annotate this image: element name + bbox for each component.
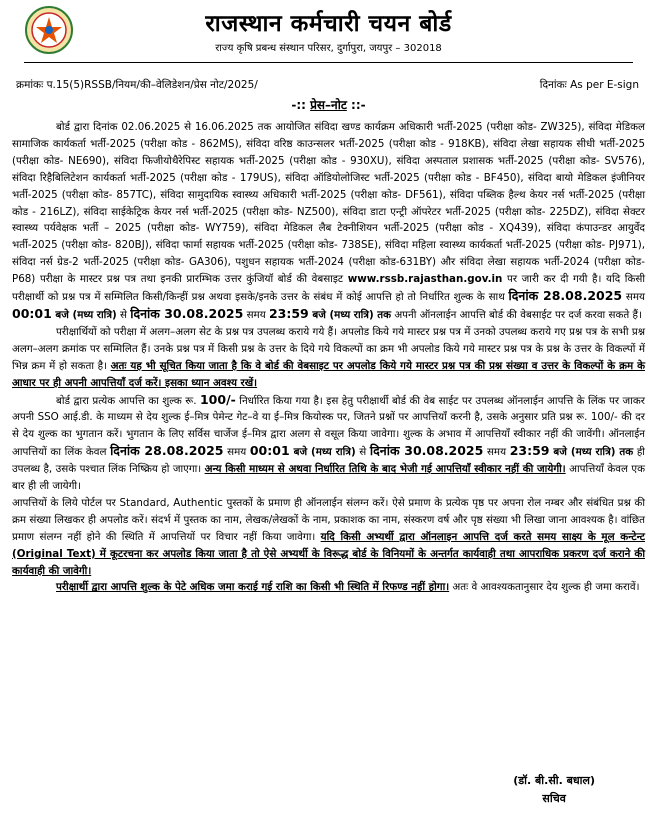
p3-text-2: निर्धारित किया गया है। इस हेतु परीक्षार्थी बोर्ड की वेब साईट पर उपलब्ध ऑनलाईन आपत्ति के लिंक पर जाकर अपनी SSO आई.डी. के माध्यम से देय शुल्क ई–मित्र पेमेन्ट गेट–वे या ई–मित्र कियोस्क पर, जितने प्रश्नों पर आपत्तियाँ करनी है, उसके अनुसार प्रति प्रश्न रू. 100/- की दर से देय शुल्क का भुगतान करें। भुगतान के लिए सर्विस चार्जेज ई–मित्र द्वारा अलग से वसूल किया जावेगा। शुल्क के अभाव में आपत्तियाँ स्वीकार नहीं की जावेंगी। ऑनलाईन आपत्तियों का लिंक केवल: [12, 394, 645, 459]
p1-end-date: दिनांक 30.08.2025: [130, 305, 244, 321]
objection-fee: 100/-: [199, 391, 236, 407]
p1-time-label: समय: [622, 291, 645, 304]
letterhead: [12, 0, 645, 64]
p3-end-date: दिनांक 30.08.2025: [369, 443, 484, 459]
signature-block: [513, 772, 595, 808]
paragraph-1: [12, 119, 645, 324]
p1-time-label-2: समय: [243, 308, 269, 321]
p4-text: आपत्तियों के लिये पोर्टल पर Standard, Authentic पुस्तकों के प्रमाण ही ऑनलाईन संलग्न करें। ऐसे प्रमाण के प्रत्येक पृष्ठ पर अपना रोल नम्बर और संबंधित प्रश्न की क्रम संख्या लिखकर ही अपलोड करें। संदर्भ में पुस्तक का नाम, लेखक/लेखकों के नाम, प्रकाशक का नाम, संस्करण वर्ष और पृष्ठ संख्या भी लिखा जाना आवश्यक है। वांछित प्रमाण संलग्न नहीं होने की स्थिति में आपत्तियों पर विचार नहीं किया जावेगा।: [12, 496, 645, 543]
p5-notice: परीक्षार्थी द्वारा आपत्ति शुल्क के पेटे अधिक जमा कराई गई राशि का किसी भी स्थिति में रिफण्ड नहीं होगा।: [56, 581, 450, 594]
website-link: www.rssb.rajasthan.gov.in: [347, 273, 503, 286]
p3-text-3: ही उपलब्ध है, उसके पश्चात लिंक निष्क्रिय हो जाएगा।: [12, 446, 645, 476]
board-address: राज्य कृषि प्रबन्ध संस्थान परिसर, दुर्गापुरा, जयपुर – 302018: [215, 43, 442, 54]
p3-notice: अन्य किसी माध्यम से अथवा निर्धारित तिथि के बाद भेजी गई आपत्तियाँ स्वीकार नहीं की जायेगी।: [204, 463, 566, 476]
p2-text: परीक्षार्थियों को परीक्षा में अलग–अलग सेट के प्रश्न पत्र उपलब्ध कराये गये हैं। अपलोड किये गये मास्टर प्रश्न पत्र में उनको उपलब्ध कराये गए प्रश्न पत्र के सभी प्रश्न अलग–अलग क्रमांक पर सम्मिलित हैं। उनके प्रश्न पत्र में किसी प्रश्न के उत्तर के दिये गये विकल्पों का क्रम भी अपलोड किये गये मास्टर प्रश्न पत्र के प्रश्न के उत्तर के विकल्पों में भिन्न क्रम में हो सकता है।: [12, 325, 645, 372]
p3-start-time: 00:01: [249, 443, 290, 459]
p1-text-3: अपनी ऑनलाईन आपत्ति बोर्ड की वेबसाईट पर दर्ज करवा सकते हैं।: [391, 308, 642, 321]
p5-text: अतः वे आवश्यकतानुसार देय शुल्क ही जमा करावें।: [449, 581, 640, 594]
heading-right-mark: ::-: [346, 98, 366, 112]
paragraph-4: [12, 495, 645, 580]
p3-from: से: [355, 446, 370, 459]
header-divider: [24, 62, 633, 63]
signatory-name: (डॉ. बी.सी. बधाल): [513, 774, 595, 787]
reference-row: [12, 64, 645, 92]
p1-start-time-note: बजे (मध्य रात्रि): [51, 308, 117, 321]
p2-notice: अतः यह भी सूचित किया जाता है कि वे बोर्ड की वेबसाइट पर अपलोड किये गये मास्टर प्रश्न पत्र की प्रश्न संख्या व उत्तर के विकल्पों के क्रम के आधार पर ही अपनी आपत्तियाँ दर्ज करें। इसका ध्यान अवश्य रखें।: [12, 359, 645, 389]
p1-start-time: 00:01: [12, 305, 52, 321]
p4-notice: यदि किसी अभ्यर्थी द्वारा ऑनलाइन आपत्ति दर्ज करते समय साक्ष्य के मूल कन्टेन्ट (Original Text) में कूटरचना कर अपलोड किया जाता है तो ऐसे अभ्यर्थी के विरूद्ध बोर्ड के विनियमों के अन्तर्गत कार्यवाही तथा आपराधिक प्रकरण दर्ज कराने की कार्यवाही की जावेगी।: [12, 530, 645, 577]
p1-text: बोर्ड द्वारा दिनांक 02.06.2025 से 16.06.2025 तक आयोजित संविदा खण्ड कार्यक्रम अधिकारी भर्ती-2025 (परीक्षा कोड- ZW325), संविदा मेडिकल सामाजिक कार्यकर्ता भर्ती-2025 (परीक्षा कोड - 862MS), संविदा वरिष्ठ काउन्सलर भर्ती-2025 (परीक्षा कोड - 918KB), संविदा लेखा सहायक सीधी भर्ती-2025 (परीक्षा कोड- NE690), संविदा फिजीयोथैरेपिस्ट सहायक भर्ती-2025 (परीक्षा कोड - 930XU), संविदा अस्पताल प्रशासक भर्ती-2025 (परीक्षा कोड- SV576), संविदा रिहैबिलिटेशन कार्यकर्ता भर्ती-2025 (परीक्षा कोड - 179US), संविदा ऑडियोलोजिस्ट भर्ती-2025 (परीक्षा कोड - BF450), संविदा बायो मेडिकल इंजीनियर भर्ती-2025 (परीक्षा कोड- 857TC), संविदा सामुदायिक स्वास्थ्य अधिकारी भर्ती-2025 (परीक्षा कोड- DF561), संविदा पब्लिक हैल्थ केयर नर्स भर्ती-2025 (परीक्षा कोड - 216LZ), संविदा साईकेट्रिक केयर नर्स भर्ती-2025 (परीक्षा कोड- NZ500), संविदा डाटा एन्ट्री ऑपरेटर भर्ती-2025 (परीक्षा कोड- 225DZ), संविदा सेक्टर स्वास्थ्य पर्यवेक्षक भर्ती – 2025 (परीक्षा कोड- WY759), संविदा मेडिकल लैब टेक्नीशियन भर्ती-2025 (परीक्षा कोड - XQ439), संविदा कंपाउन्डर आयुर्वेद भर्ती-2025 (परीक्षा कोड- 820BJ), संविदा फार्मा सहायक भर्ती-2025 (परीक्षा कोड- 738SE), संविदा महिला स्वास्थ्य कार्यकर्ता भर्ती-2025 (परीक्षा कोड- PJ971), संविदा नर्स ग्रेड-2 भर्ती-2025 (परीक्षा कोड- GA306), पशुधन सहायक भर्ती-2024 (परीक्षा कोड-631BY) और संविदा लेखा सहायक भर्ती-2024 (परीक्षा कोड-P68) परीक्षा के मास्टर प्रश्न पत्र तथा इनकी प्रारम्भिक उत्तर कुंजियॉ बोर्ड की वेबसाइट: [12, 121, 645, 286]
paragraph-5: [12, 579, 645, 596]
press-note-body: [12, 119, 645, 596]
p3-time-label-2: समय: [483, 446, 510, 459]
p1-from: से: [116, 308, 131, 321]
p1-end-time-note: बजे (मध्य रात्रि) तक: [308, 308, 392, 321]
p3-start-time-note: बजे (मध्य रात्रि): [289, 446, 356, 459]
p3-time-label: समय: [223, 446, 250, 459]
p1-text-2: पर जारी कर दी गयी है। यदि किसी परीक्षार्थी को प्रश्न पत्र में सम्मिलित किसी/किन्हीं प्रश्न अथवा इसके/इनके उत्तर के संबंध में कोई आपत्ति हो तो निर्धारित शुल्क के साथ: [12, 273, 645, 304]
p3-end-time: 23:59: [509, 443, 550, 459]
p3-end-time-note: बजे (मध्य रात्रि) तक: [549, 446, 634, 459]
p3-text-4: आपत्तियाँ केवल एक बार ही ली जायेगी।: [12, 463, 645, 493]
paragraph-3: [12, 392, 645, 495]
signatory-designation: सचिव: [542, 792, 566, 805]
heading-text: प्रेस–नोट: [310, 98, 347, 112]
reference-date: दिनांकः As per E-sign: [539, 79, 639, 91]
p1-start-date: दिनांक 28.08.2025: [508, 288, 623, 304]
press-note-heading: [12, 96, 645, 113]
paragraph-2: [12, 324, 645, 392]
board-title: राजस्थान कर्मचारी चयन बोर्ड: [205, 11, 452, 37]
p3-start-date: दिनांक 28.08.2025: [110, 443, 224, 459]
p1-end-time: 23:59: [268, 305, 309, 321]
reference-number: क्रमांकः प.15(5)RSSB/नियम/की–वेलिडेशन/प्रेस नोट/2025/: [16, 79, 258, 91]
heading-left-mark: -::: [291, 98, 311, 112]
p3-text: बोर्ड द्वारा प्रत्येक आपत्ति का शुल्क रू.: [56, 394, 200, 407]
